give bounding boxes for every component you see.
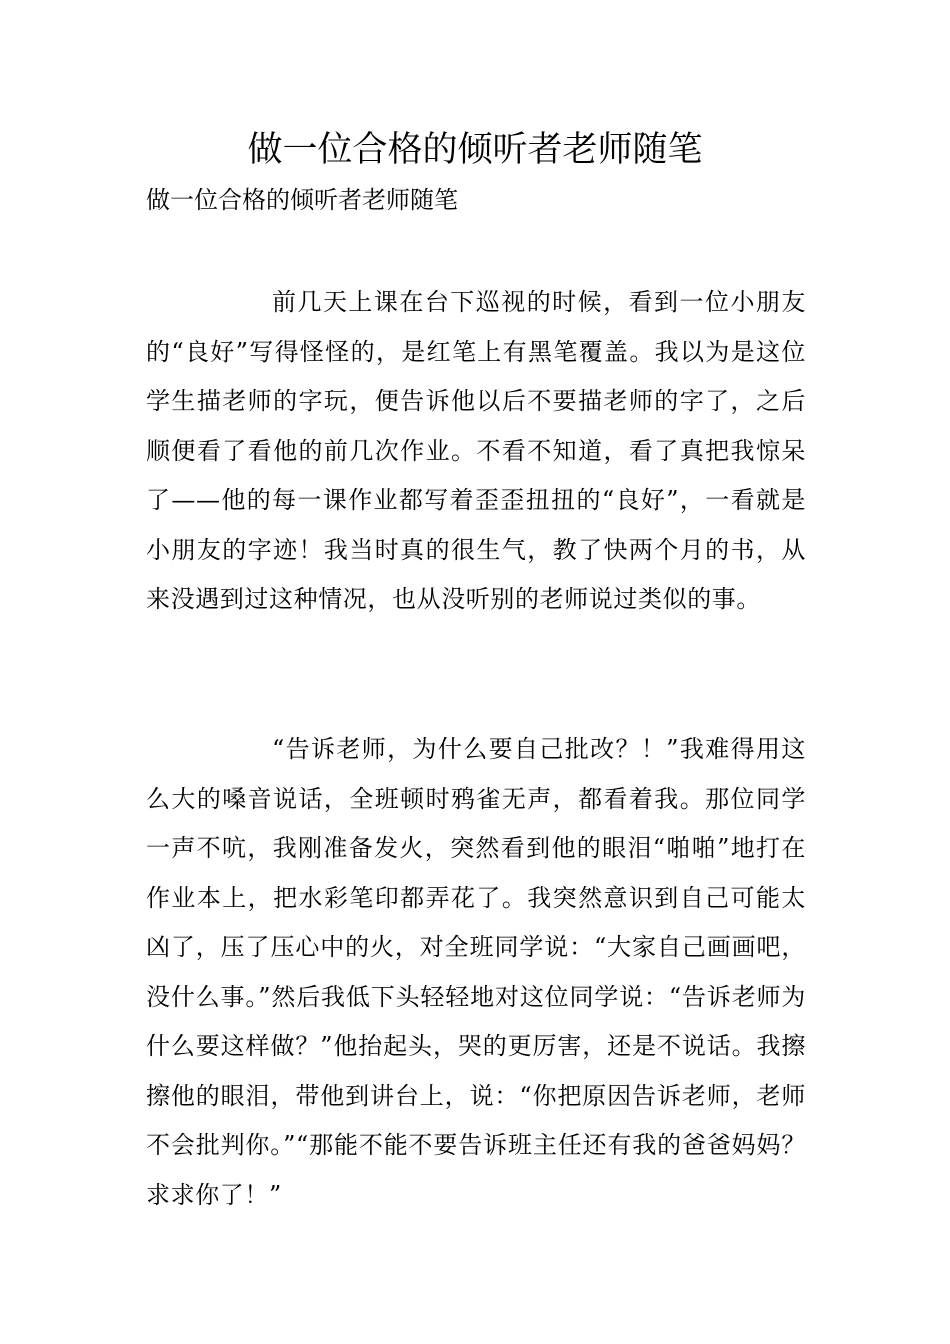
document-subtitle: 做一位合格的倾听者老师随笔 <box>146 186 458 214</box>
document-title: 做一位合格的倾听者老师随笔 <box>247 130 703 170</box>
body-paragraph: 前几天上课在台下巡视的时候，看到一位小朋友的“良好”写得怪怪的，是红笔上有黑笔覆盖。我以为是这位学生描老师的字玩，便告诉他以后不要描老师的字了，之后顺便看了看他的前几次作业。不看不知道，看了真把我惊呆了——他的每一课作业都写着歪歪扭扭的“良好”，一看就是小朋友的字迹！我当时真的很生气，教了快两个月的书，从来没遇到过这种情况，也从没听别的老师说过类似的事。 <box>146 288 806 613</box>
body-paragraph: “告诉老师，为什么要自己批改？！”我难得用这么大的嗓音说话，全班顿时鸦雀无声，都看着我。那位同学一声不吭，我刚准备发火，突然看到他的眼泪“啪啪”地打在作业本上，把水彩笔印都弄花了。我突然意识到自己可能太凶了，压了压心中的火，对全班同学说：“大家自己画画吧，没什么事。”然后我低下头轻轻地对这位同学说：“告诉老师为什么要这样做？”他抬起头，哭的更厉害，还是不说话。我擦擦他的眼泪，带他到讲台上，说：“你把原因告诉老师，老师不会批判你。”“那能不能不要告诉班主任还有我的爸爸妈妈？求求你了！” <box>146 735 806 1209</box>
